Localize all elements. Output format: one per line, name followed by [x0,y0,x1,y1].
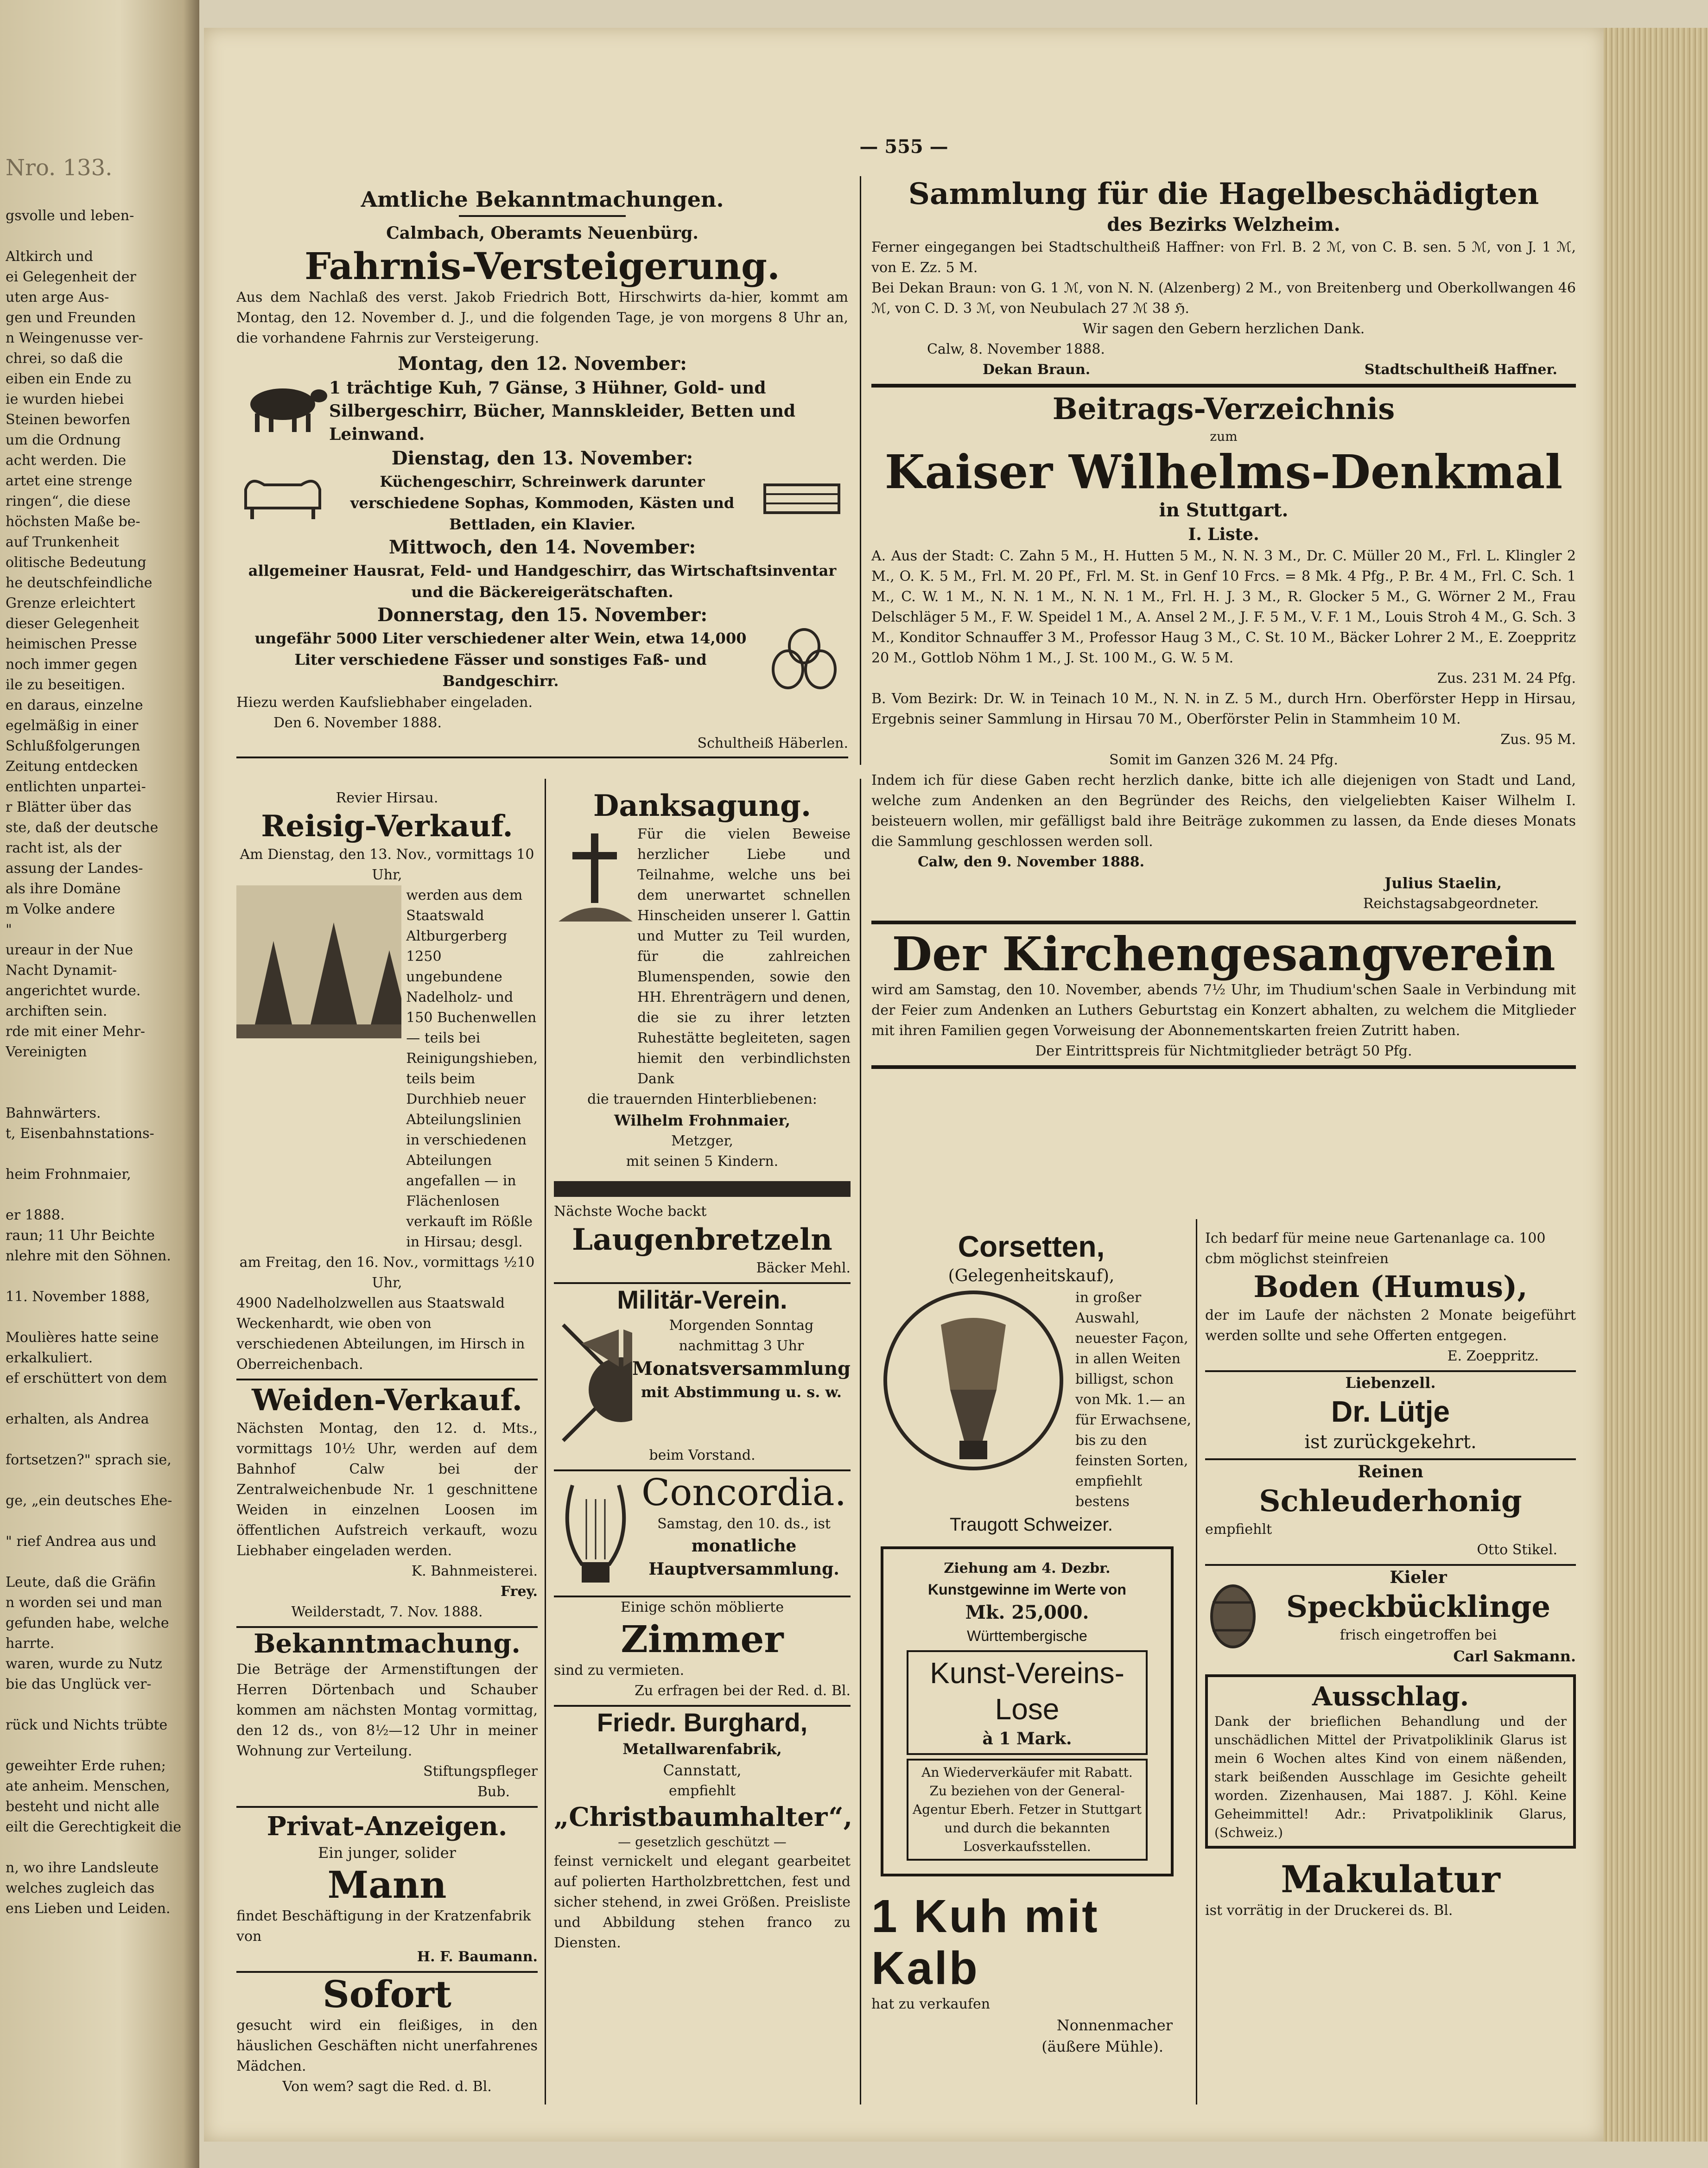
signature: Traugott Schweizer. [949,1514,1113,1535]
signature: Nonnenmacher [1056,2016,1173,2034]
left-page-line: Moulières hatte seine [6,1329,159,1346]
ad-text: gesucht wird ein fleißiges, in den häuslichen Geschäften nicht unerfahrenes Mädchen. [236,2017,538,2074]
left-page-line: eilt die Gerechtigkeit die [6,1819,182,1835]
ad-title: Schleuderhonig [1259,1484,1522,1519]
left-page-line: ef erschüttert von dem [6,1370,167,1386]
left-page-line: angerichtet wurde. [6,983,141,999]
left-page-line: n Weingenusse ver- [6,330,143,346]
ad-text: ist vorrätig in der Druckerei ds. Bl. [1205,1902,1453,1919]
left-page-line: assung der Landes- [6,860,143,877]
far-right-column [1205,1228,1576,1921]
ad-text: Morgenden Sonntag nachmittag 3 Uhr [669,1317,814,1354]
left-page-line [6,1470,191,1491]
left-page-line: ringen“, die diese [6,493,131,509]
place-line: Calmbach, Oberamts Neuenbürg. [386,223,698,243]
ad-tail: Von wem? sagt die Red. d. Bl. [282,2079,492,2095]
ad-text: ist zurückgekehrt. [1304,1431,1477,1453]
left-page-line: en daraus, einzelne [6,697,143,713]
left-page-line: als ihre Domäne [6,881,121,897]
ad-title: Speckbücklinge [1286,1589,1551,1624]
ad-text: monatliche [691,1536,797,1556]
ad-text: findet Beschäftigung in der Kratzenfabrik von [236,1908,531,1945]
left-page-line: Steinen beworfen [6,412,131,428]
signature: Dekan Braun. [983,362,1091,378]
ad-text: der im Laufe der nächsten 2 Monate beigeführt werden sollte und sehe Offerten entgegen. [1205,1307,1576,1344]
ad-text: Monatsversammlung [632,1358,851,1380]
signature: Schultheiß Häberlen. [697,735,848,751]
left-page-line: ate anheim. Menschen, [6,1778,170,1794]
military-emblem-illustration [554,1316,632,1445]
ad-text: Ein junger, solider [318,1844,456,1862]
ad-title: Weiden-Verkauf. [252,1383,522,1418]
ad-text: hat zu verkaufen [871,1996,991,2012]
ad-text: wird am Samstag, den 10. November, abends 7½ Uhr, im Thudium'schen Saale in Verbindung mit der Feier zum Andenken an Luthers Geburtstag ein Konzert abhalten, zu welchem die Mitglieder mit ihren Familien gegen Vorweisung der Abonnementskarten freien Zutritt haben. [871,982,1576,1039]
signature: Reichstagsabgeordneter. [1363,896,1539,912]
ad-text: 4900 Nadelholzwellen aus Staatswald Weckenhardt, wie oben von verschiedenen Abteilungen, im Hirsch in Oberreichenbach. [236,1295,525,1373]
ad-text: Am Dienstag, den 13. Nov., vormittags 10 Uhr, [240,846,534,883]
left-page-line: ile zu beseitigen. [6,677,126,693]
left-page-line [6,1083,191,1103]
left-page-line: fortsetzen?" sprach sie, [6,1452,171,1468]
day-items: ungefähr 5000 Liter verschiedener alter Wein, etwa 14,000 Liter verschiedene Fässer und sonstiges Faß- und Bandgeschirr. [254,629,747,690]
corset-illustration [871,1288,1075,1482]
ad-text: A. Aus der Stadt: C. Zahn 5 M., H. Hutten 5 M., N. N. 3 M., Dr. C. Müller 20 M., Frl. L. Klingler 2 M., O. K. 5 M., Frl. M. 20 Pf., Frl. M. St. in Genf 10 Frcs. = 8 Mk. 4 Pfg., P. Br. 4 M., Frl. C. Sch. 1 M., C. W. 1 M., N. N. 1 M., N. N. 1 M., Frl. H. J. 3 M., R. Glocker 5 M., G. Wörner 2 M., Frau Delschläger 5 M., F. W. Speidel 1 M., A. Ansel 2 M., J. F. 5 M., V. F. 1 M., Louis Stroh 4 M., G. Sch. 3 M., Konditor Schnauffer 3 M., Professor Haug 3 M., C. St. 10 M., Bäcker Lohrer 2 M., E. Zoeppritz 20 M., Gottlob Nöhm 1 M., J. St. 100 M., G. W. 5 M. [871,548,1576,666]
date-line: Den 6. November 1888. [273,715,442,731]
ad-title: Friedr. Burghard, [597,1708,808,1737]
ad-title: „Christbaumhalter“, [554,1802,853,1832]
left-page-line: r Blätter über das [6,799,132,815]
ad-text: Hauptversammlung. [648,1559,839,1579]
chest-icon [756,471,848,522]
ad-text: mit Abstimmung u. s. w. [641,1383,842,1401]
left-page-line: Leute, daß die Gräfin [6,1574,156,1590]
ad-subtitle: in Stuttgart. [1159,499,1289,521]
left-page-line: entlichten unpartei- [6,779,146,795]
cow-icon [236,376,329,437]
column-divider [860,176,861,765]
ad-text: Für die vielen Beweise herzlicher Liebe und Teilnahme, welche uns bei dem unerwartet schnellen Hinscheiden unserer l. Gattin und Mutter zu Teil wurden, für die zahlreichen Blumenspenden, sowie den HH. Ehrenträgern und denen, die sie zu ihrer letzten Ruhestätte begleiteten, sagen hiemit den verbindlichsten Dank [637,826,851,1087]
section-heading: Amtliche Bekanntmachungen. [361,187,724,212]
ad-top-line: Einige schön möblierte [620,1599,784,1615]
ad-text: Nächsten Montag, den 12. d. Mts., vormittags 10½ Uhr, werden auf dem Bahnhof Calw bei der Zentralweichenbude Nr. 1 geschnittene Weiden in einzelnen Loosen im öffentlichen Aufstreich verkauft, wozu Liebhaber eingeladen werden. [236,1420,538,1559]
left-page-line: eiben ein Ende zu [6,371,132,387]
left-page-line: besteht und nicht alle [6,1799,159,1815]
signature: Stiftungspfleger [423,1763,538,1780]
day-items: 1 trächtige Kuh, 7 Gänse, 3 Hühner, Gold- und Silbergeschirr, Bücher, Mannskleider, Betten und Leinwand. [329,378,796,444]
date-line: Weilderstadt, 7. Nov. 1888. [291,1604,483,1620]
left-page-line: egelmäßig in einer [6,718,139,734]
left-page-line: t, Eisenbahnstations- [6,1125,154,1142]
left-page-line [6,1185,191,1205]
ad-text: Ich bedarf für meine neue Gartenanlage ca. 100 cbm möglichst steinfreien [1205,1230,1546,1267]
left-page-line: ie wurden hiebei [6,391,124,407]
ad-subtitle: des Bezirks Welzheim. [1107,214,1340,235]
left-page-line: ge, „ein deutsches Ehe- [6,1493,172,1509]
signature: (äußere Mühle). [1041,2038,1163,2055]
left-page-line [6,226,191,247]
column-divider [860,779,861,2104]
left-page-line [6,1266,191,1287]
corsetten-column [871,1228,1191,2057]
column-divider [545,779,546,2104]
left-page-line: harrte. [6,1635,55,1652]
left-page-line: Bahnwärters. [6,1105,101,1121]
day-items: Küchengeschirr, Schreinwerk darunter verschiedene Sophas, Kommoden, Kästen und Bettladen, ein Klavier. [350,473,735,533]
left-page-line: heimischen Presse [6,636,137,652]
ad-title: Der Kirchengesangverein [892,927,1556,981]
left-page-line: artet eine strenge [6,473,133,489]
left-page-line: heim Frohnmaier, [6,1166,131,1183]
ad-text: Die Beträge der Armenstiftungen der Herren Dörtenbach und Schauber kommen am nächsten Montag vormittag, den 12 ds., von 8½—12 Uhr in meiner Wohnung zur Verteilung. [236,1661,538,1759]
left-page-line: Vereinigten [6,1044,87,1060]
signature: Stadtschultheiß Haffner. [1364,362,1557,378]
left-page-line: acht werden. Die [6,452,127,469]
signature: E. Zoeppritz. [1447,1348,1539,1364]
left-page-line: Grenze erleichtert [6,595,135,611]
ad-text: Zus. 231 M. 24 Pfg. [1437,670,1576,687]
ad-title: Makulatur [1281,1857,1500,1901]
left-page-line: archiften sein. [6,1003,108,1019]
left-page-line: " [6,922,12,938]
ad-text: Somit im Ganzen 326 M. 24 Pfg. [1109,752,1338,768]
ad-text: Dank der brieflichen Behandlung und der unschädlichen Mittel der Privatpoliklinik Glarus ist mein 6 Wochen altes Kind von einem näßenden, stark beißenden Ausschlage im Gesichte geheilt worden. Zizenhausen, Mai 1887. J. Köhl. Keine Geheimmittel! Adr.: Privatpoliklinik Glarus, (Schweiz.) [1214,1714,1567,1840]
ad-title: Concordia. [641,1471,847,1514]
left-page-line [6,1389,191,1409]
left-page-line: nlehre mit den Söhnen. [6,1248,171,1264]
reisig-verkauf-ad [236,788,538,2097]
left-page-line: gen und Freunden [6,310,136,326]
ad-title: Danksagung. [593,788,812,823]
ad-text: feinst vernickelt und elegant gearbeitet auf polierten Hartholzbrettchen, fest und sicher stehend, in zwei Größen. Preisliste und Abbildung stehen franco zu Diensten. [554,1853,851,1951]
day-items: allgemeiner Hausrat, Feld- und Handgeschirr, das Wirtschaftsinventar und die Bäckereigerätschaften. [248,562,837,601]
left-page-lines [6,206,191,1919]
left-page-line [6,1511,191,1532]
ad-title: Boden (Humus), [1253,1270,1528,1304]
left-page-line: uten arge Aus- [6,289,109,305]
ad-text: in großer Auswahl, neuester Façon, in allen Weiten billigst, schon von Mk. 1.— an für Erwachsene, bis zu den feinsten Sorten, empfiehlt bestens [1075,1290,1191,1510]
left-page-line [6,1307,191,1328]
day-heading: Donnerstag, den 15. November: [377,604,708,626]
left-page-line [6,1062,191,1083]
left-page-line: rde mit einer Mehr- [6,1024,146,1040]
ausschlag-box [1205,1674,1576,1849]
left-page-line: Nacht Dynamit- [6,962,117,979]
ad-title: Dr. Lütje [1331,1395,1450,1428]
left-page-line: erkalkuliert. [6,1350,93,1366]
ad-top-line: Reinen [1358,1462,1423,1481]
left-page-line: gefunden habe, welche [6,1615,169,1631]
signature: Bäcker Mehl. [756,1260,851,1276]
ad-text: Liebenzell. [1345,1374,1436,1392]
middle-column [554,788,851,1953]
left-page-line: höchsten Maße be- [6,514,140,530]
ad-text: Kunstgewinne im Werte von [928,1581,1126,1598]
ad-subtitle: I. Liste. [1188,525,1259,544]
black-bar-divider [554,1181,851,1197]
invite-text: Hiezu werden Kaufsliebhaber eingeladen. [236,694,533,711]
left-page-line: ei Gelegenheit der [6,269,136,285]
intro-text: Aus dem Nachlaß des verst. Jakob Friedrich Bott, Hirschwirts da-hier, kommt am Montag, den 12. November d. J., und die folgenden Tage, je von morgens 8 Uhr an, die vorhandene Fahrnis zur Versteigerung. [236,289,848,346]
ad-text: Wir sagen den Gebern herzlichen Dank. [1082,321,1365,337]
ad-title: Beitrags-Verzeichnis [1052,392,1395,426]
ad-title: 1 Kuh mit Kalb [871,1890,1099,1994]
ad-text: empfiehlt [668,1783,736,1799]
day-heading: Montag, den 12. November: [398,353,687,375]
left-page-line [6,1695,191,1715]
signature: Frey. [500,1583,538,1600]
ad-text: empfiehlt [1205,1521,1272,1538]
day-heading: Mittwoch, den 14. November: [388,536,696,558]
ad-text: Württembergische [967,1628,1087,1644]
ad-title: Fahrnis-Versteigerung. [305,244,780,288]
date-line: Calw, den 9. November 1888. [918,854,1145,870]
signature: Bub. [477,1784,510,1800]
signature: K. Bahnmeisterei. [411,1563,538,1579]
ad-text: Bei Dekan Braun: von G. 1 ℳ, von N. N. (Alzenberg) 2 M., von Breitenberg und Oberkollwangen 46 ℳ, von C. D. 3 ℳ, von Neubulach 27 ℳ 38 ℌ. [871,280,1576,317]
left-page-line [6,1552,191,1572]
ad-title: Militär-Verein. [617,1285,787,1314]
forest-scene-illustration [236,885,401,1038]
page-number: — 555 — [859,136,948,158]
signature: beim Vorstand. [649,1447,756,1463]
left-page-line [6,1837,191,1858]
left-page-text [6,158,191,1919]
left-page-line: raun; 11 Uhr Beichte [6,1227,155,1244]
left-page-binding [0,0,199,2168]
sofa-icon [236,471,329,522]
ad-title: Bekanntmachung. [254,1628,521,1659]
left-page-line: auf Trunkenheit [6,534,119,550]
ad-title: Corsetten, [958,1230,1105,1263]
left-page-line: n worden sei und man [6,1595,163,1611]
left-page-line: dieser Gelegenheit [6,616,139,632]
left-page-line: noch immer gegen [6,656,138,673]
left-page-line: welches zugleich das [6,1880,155,1896]
left-page-line: Schlußfolgerungen [6,738,140,754]
lyre-icon [554,1471,637,1592]
ad-title: Lose [995,1692,1060,1726]
left-page-line: Altkirch und [6,248,93,265]
ad-text: zum [1210,429,1238,444]
ad-text: am Freitag, den 16. Nov., vormittags ½10 Uhr, [239,1254,535,1291]
ad-text: frisch eingetroffen bei [1340,1627,1497,1643]
ad-title: Sofort [322,1972,451,2016]
left-page-line: ste, daß der deutsche [6,820,159,836]
left-page-line: ens Lieben und Leiden. [6,1901,171,1917]
signature: mit seinen 5 Kindern. [626,1153,779,1170]
ad-subtitle: (Gelegenheitskauf), [948,1266,1115,1285]
ad-text: werden aus dem Staatswald Altburgerberg 1250 ungebundene Nadelholz- und 150 Buchenwellen — teils bei Reinigungshieben, teils beim Durchhieb neuer Abteilungslinien in verschiedenen Abteilungen angefallen — in Flächenlosen verkauft im Rößle in Hirsau; desgl. [406,887,538,1250]
ad-text: Cannstatt, [663,1761,742,1779]
ad-title: Laugenbretzeln [572,1222,832,1257]
left-page-line [6,1430,191,1450]
left-page-line: olitische Bedeutung [6,554,146,571]
left-page-line: racht ist, als der [6,840,121,856]
grave-cross-icon [554,824,637,926]
section-heading: Privat-Anzeigen. [267,1811,508,1842]
left-page-line [6,1144,191,1164]
kunstverein-lottery-box [881,1546,1174,1876]
ad-title: Mann [327,1863,447,1907]
ad-text: Indem ich für diese Gaben recht herzlich danke, bitte ich alle diejenigen von Stadt und Land, welche zum Andenken an den Begründer des Reichs, den vielgeliebten Kaiser Wilhelm I. beisteuern wollen, mir gefälligst bald ihre Beiträge zukommen zu lassen, da Ende dieses Monats die Sammlung geschlossen werden soll. [871,772,1576,850]
left-page-line: Zeitung entdecken [6,758,138,775]
ad-text: Metallwarenfabrik, [622,1740,782,1758]
barrel-icon [1205,1582,1261,1651]
amtliche-bekanntmachungen [236,185,848,758]
ad-title: Ausschlag. [1312,1681,1469,1712]
left-page-line: n, wo ihre Landsleute [6,1860,159,1876]
left-page-line: geweihter Erde ruhen; [6,1758,166,1774]
ad-text: à 1 Mark. [982,1729,1072,1748]
left-page-line [6,1736,191,1756]
left-page-line: gsvolle und leben- [6,208,134,224]
left-page-line: erhalten, als Andrea [6,1411,149,1427]
left-page-line: bie das Unglück ver- [6,1676,152,1692]
ad-text: — gesetzlich geschützt — [618,1834,787,1850]
column-divider [1196,1219,1197,2104]
signature: Otto Stikel. [1477,1542,1557,1558]
ad-text: Der Eintrittspreis für Nichtmitglieder beträgt 50 Pfg. [1035,1043,1412,1059]
left-page-line: he deutschfeindliche [6,575,152,591]
ad-title: Reisig-Verkauf. [261,809,513,844]
ad-top-line: Nächste Woche backt [554,1203,707,1220]
ad-text: Zus. 95 M. [1500,731,1576,748]
ad-top-line: Kieler [1390,1568,1447,1587]
left-page-line: er 1888. [6,1207,65,1223]
ad-text: Samstag, den 10. ds., ist [657,1516,831,1532]
book-spine-edge [1604,28,1708,2142]
newspaper-page [204,28,1604,2142]
signature: H. F. Baumann. [417,1949,538,1965]
ad-text: B. Vom Bezirk: Dr. W. in Teinach 10 M., N. N. in Z. 5 M., durch Hrn. Oberförster Hepp in Hirsau, Ergebnis seiner Sammlung in Hirsau 70 M., Oberförster Pelin in Stammheim 10 M. [871,691,1576,727]
ad-text: sind zu vermieten. [554,1662,685,1678]
left-page-line: um die Ordnung [6,432,121,448]
ad-text: Ziehung am 4. Dezbr. [944,1560,1111,1577]
signature: Carl Sakmann. [1453,1647,1576,1665]
left-page-line: ureaur in der Nue [6,942,133,958]
ad-text: die trauernden Hinterbliebenen: [587,1091,817,1107]
ad-text: Ferner eingegangen bei Stadtschultheiß Haffner: von Frl. B. 2 ℳ, von C. B. sen. 5 ℳ, von J. 1 ℳ, von E. Zz. 5 M. [871,239,1576,276]
ad-text: An Wiederverkäufer mit Rabatt. Zu beziehen von der General-Agentur Eberh. Fetzer in Stuttgart und durch die bekannten Losverkaufsstellen. [913,1765,1142,1854]
left-page-line: chrei, so daß die [6,350,123,367]
left-page-line: waren, wurde zu Nutz [6,1656,162,1672]
ad-top-line: Revier Hirsau. [336,790,438,806]
left-page-line: 11. November 1888, [6,1289,150,1305]
date-line: Calw, 8. November 1888. [927,341,1105,357]
left-page-header: Nro. 133. [6,158,113,178]
ad-title: Kunst-Vereins- [930,1656,1124,1690]
left-page-line: rück und Nichts trübte [6,1717,168,1733]
barrels-icon [765,628,848,693]
ad-title: Kaiser Wilhelms-Denkmal [884,445,1563,499]
signature: Wilhelm Frohnmaier, [614,1112,791,1129]
ad-title: Sammlung für die Hagelbeschädigten [908,177,1539,211]
right-column [871,176,1576,1069]
signature: Metzger, [671,1133,733,1149]
ad-title: Zimmer [621,1617,784,1661]
left-page-line: " rief Andrea aus und [6,1533,157,1550]
ad-tail: Zu erfragen bei der Red. d. Bl. [635,1683,851,1699]
signature: Julius Staelin, [1384,874,1502,892]
left-page-line: m Volke andere [6,901,115,917]
ad-text: Mk. 25,000. [965,1602,1089,1623]
day-heading: Dienstag, den 13. November: [391,447,693,469]
